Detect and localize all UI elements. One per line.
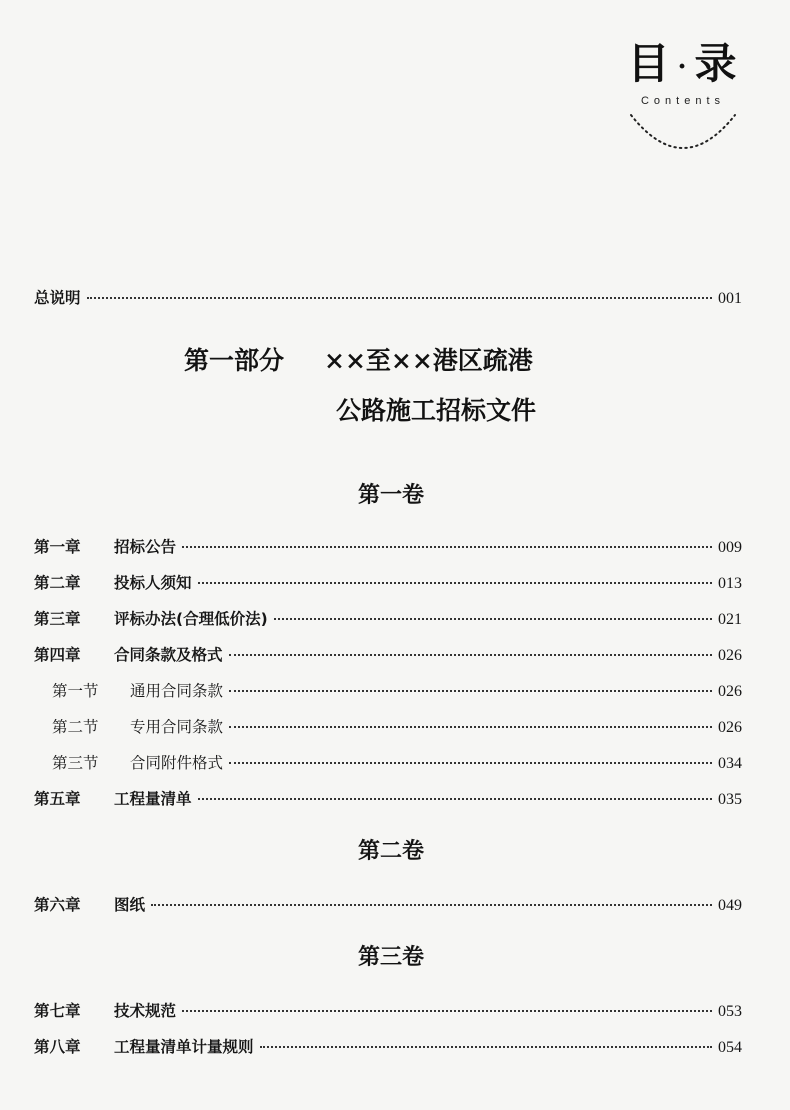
toc-entry[interactable] [34,643,742,667]
section-number: 第二节 [52,718,99,736]
page-number: 053 [718,1003,742,1020]
dot-leader [198,582,712,584]
toc-entry[interactable] [34,535,742,559]
chapter-number: 第三章 [34,610,81,628]
section-number: 第三节 [52,754,99,772]
toc-entry[interactable] [34,999,742,1023]
volume-title: 第三卷 [357,944,424,970]
volume-heading [0,480,790,510]
toc-section-entry[interactable] [52,679,742,703]
chapter-title: 合同条款及格式 [114,646,223,664]
page-number: 009 [718,539,742,556]
chapter-title: 投标人须知 [114,574,192,592]
dot-leader [229,726,712,728]
title-char-left: 目 [627,39,672,88]
dot-leader [151,904,712,906]
toc-entry[interactable] [34,1035,742,1059]
toc-entry-intro[interactable] [34,286,742,310]
part-heading-line1 [184,344,533,378]
section-title: 合同附件格式 [130,754,224,772]
chapter-number: 第二章 [34,574,81,592]
toc-entry[interactable] [34,607,742,631]
toc-entry[interactable] [34,571,742,595]
dot-leader [182,546,712,548]
toc-entry[interactable] [34,893,742,917]
page-number: 026 [718,719,742,736]
contents-title [624,40,742,91]
page-number: 049 [718,897,742,914]
dot-leader [182,1010,712,1012]
part-number: 第一部分 [184,346,285,375]
volume-heading [0,942,790,972]
volume-heading [0,836,790,866]
toc-entry-label: 总说明 [34,289,81,307]
part-heading-line2: 公路施工招标文件 [336,396,537,425]
dot-leader [260,1046,712,1048]
page-number: 054 [718,1039,742,1056]
chapter-title: 招标公告 [114,538,177,556]
section-title: 通用合同条款 [130,682,224,700]
page-number: 013 [718,575,742,592]
toc-entry[interactable] [34,787,742,811]
dot-leader [87,297,712,299]
toc-section-entry[interactable] [52,715,742,739]
title-separator: · [677,52,689,82]
chapter-title: 评标办法(合理低价法) [114,610,268,628]
page-number: 026 [718,647,742,664]
chapter-number: 第八章 [34,1038,81,1056]
volume-title: 第一卷 [357,482,424,508]
title-char-right: 录 [694,39,739,88]
dotted-arc-decoration [627,111,739,157]
page-number: 021 [718,611,742,628]
volume-title: 第二卷 [357,838,424,864]
contents-header [624,40,742,157]
toc-entry-page: 001 [718,290,742,307]
section-title: 专用合同条款 [130,718,224,736]
page-number: 035 [718,791,742,808]
chapter-title: 工程量清单计量规则 [114,1038,254,1056]
part-title-start: ××至××港区疏港 [324,346,533,375]
page-number: 026 [718,683,742,700]
dot-leader [274,618,712,620]
chapter-number: 第七章 [34,1002,81,1020]
section-number: 第一节 [52,682,99,700]
dot-leader [229,762,712,764]
chapter-number: 第四章 [34,646,81,664]
chapter-title: 工程量清单 [114,790,192,808]
toc-section-entry[interactable] [52,751,742,775]
chapter-title: 图纸 [114,896,146,914]
page-number: 034 [718,755,742,772]
dot-leader [229,654,712,656]
chapter-number: 第五章 [34,790,81,808]
dot-leader [229,690,712,692]
chapter-title: 技术规范 [114,1002,177,1020]
chapter-number: 第六章 [34,896,81,914]
contents-subtitle: Contents [640,95,726,107]
chapter-number: 第一章 [34,538,81,556]
dot-leader [198,798,712,800]
